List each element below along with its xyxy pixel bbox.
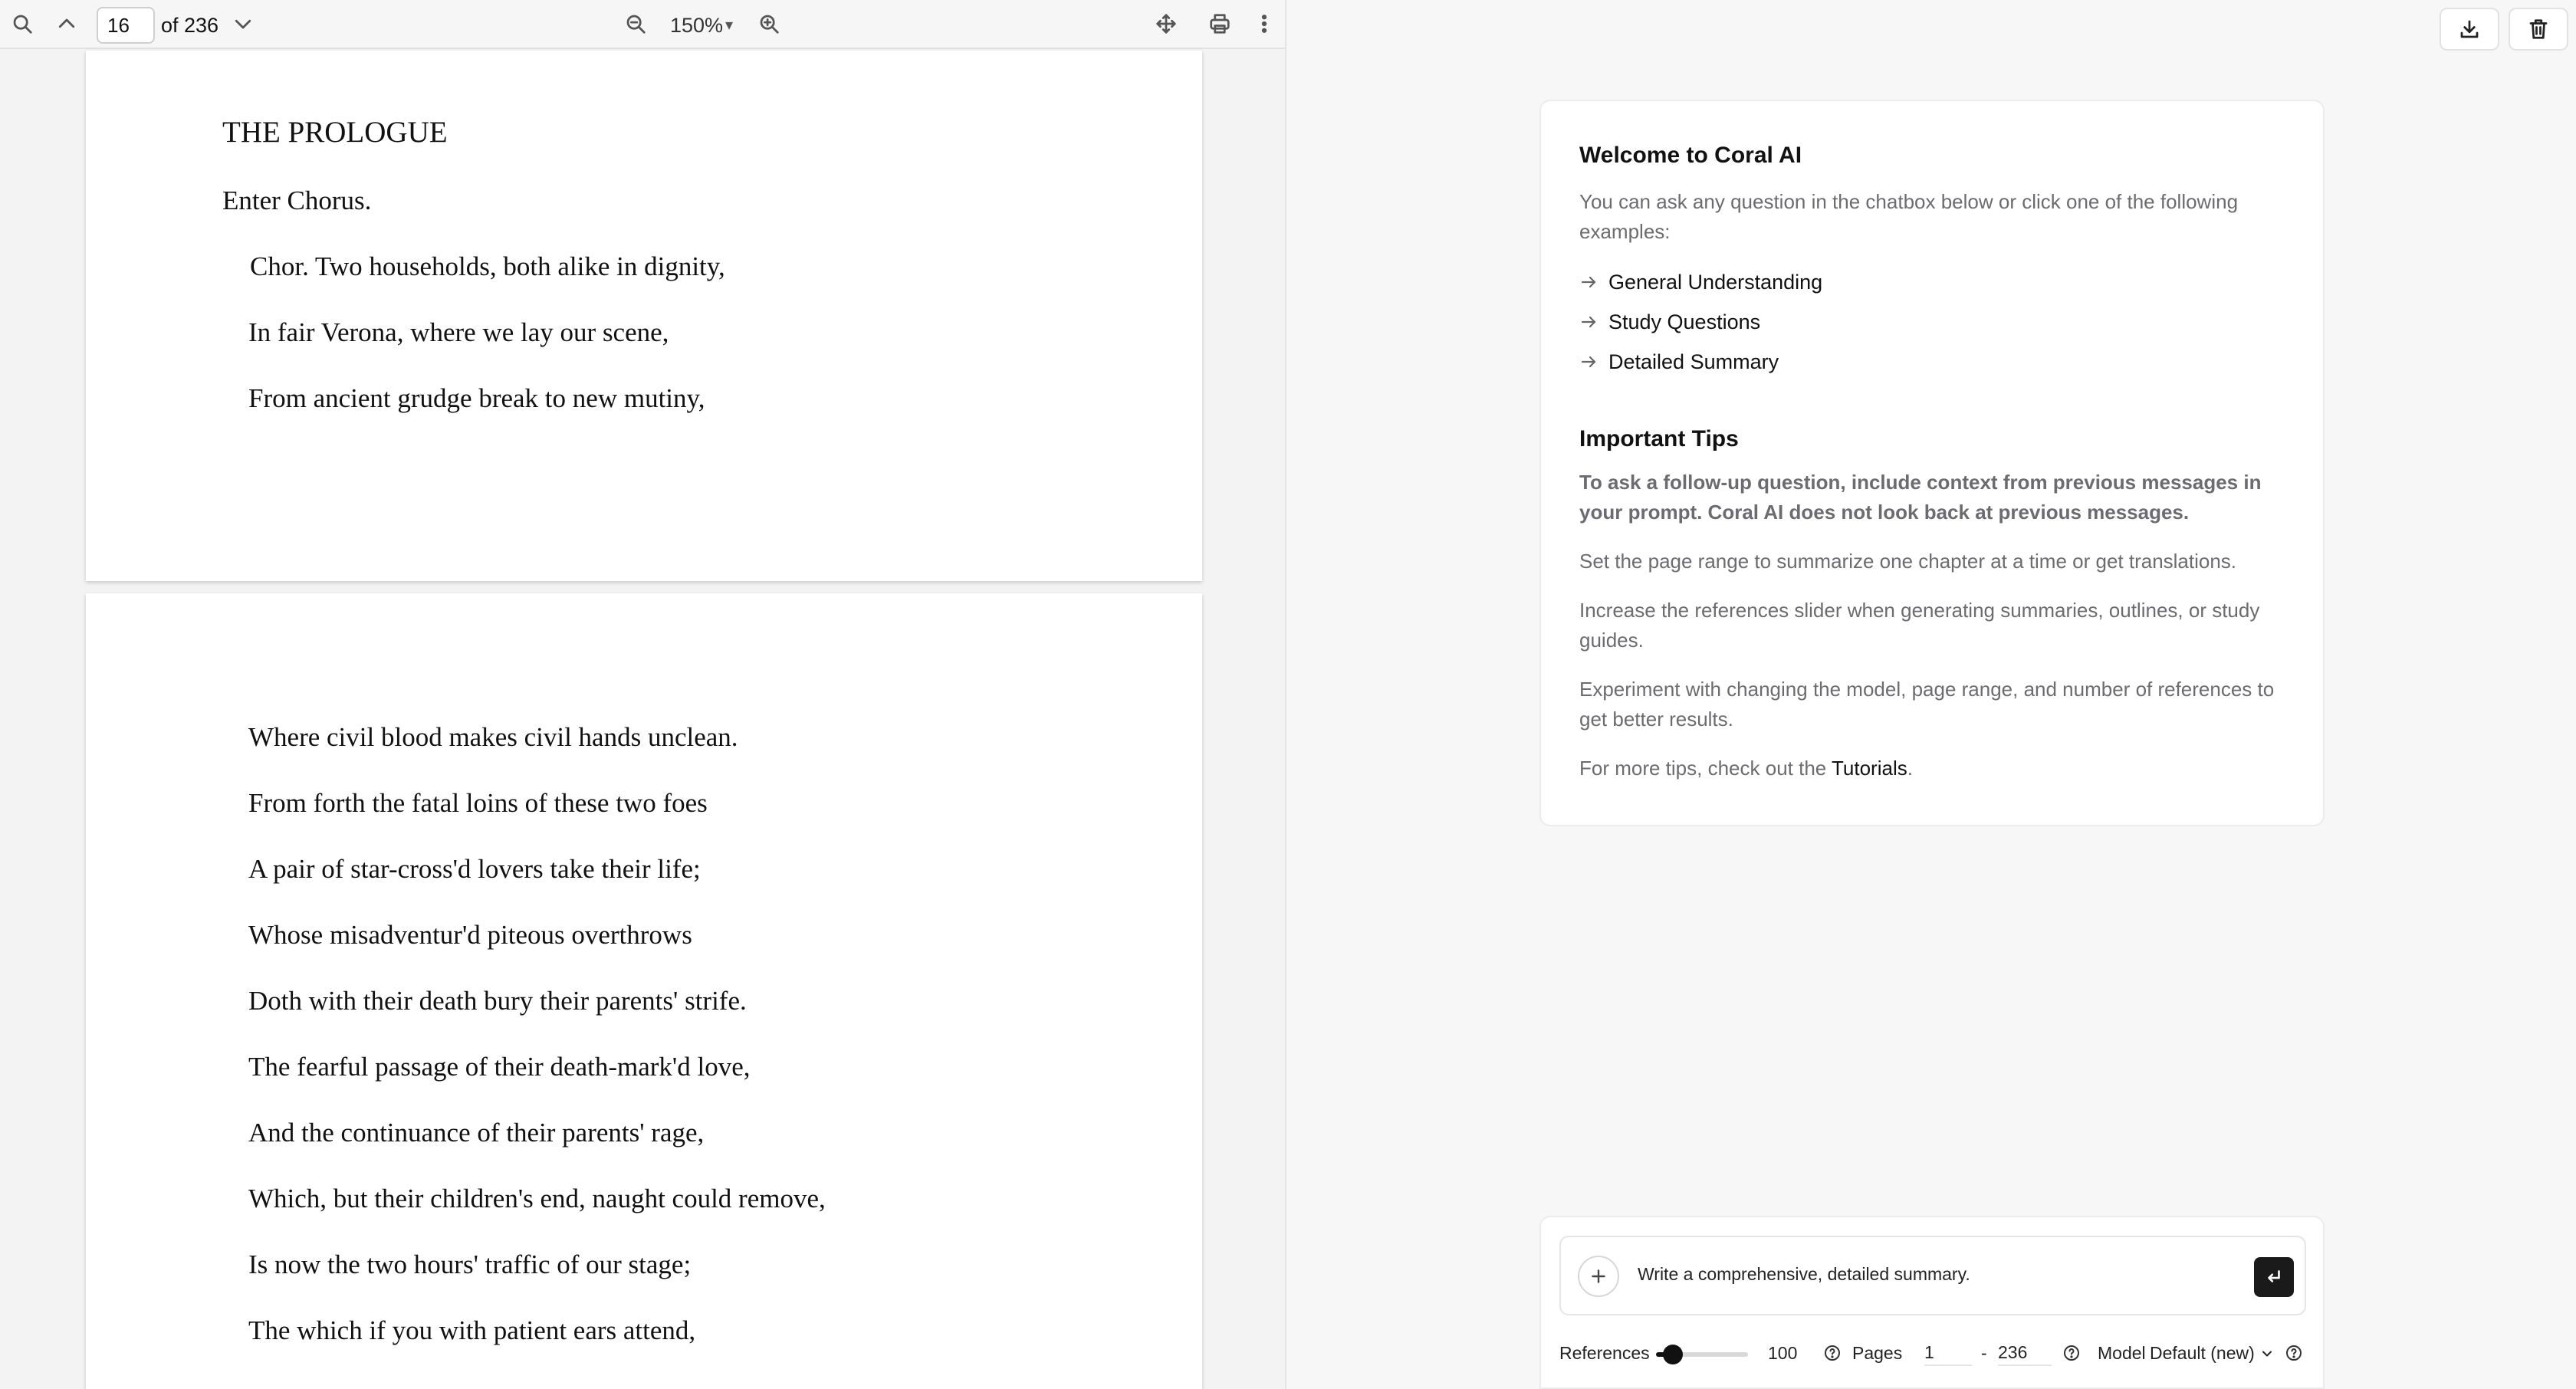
- download-button[interactable]: [2440, 8, 2499, 51]
- welcome-card: [1539, 100, 2325, 826]
- page-start-input[interactable]: [1924, 1340, 1972, 1366]
- pdf-text-line: Where civil blood makes civil hands unclean.: [248, 722, 738, 752]
- pdf-viewer: [0, 0, 1286, 1389]
- pdf-text-line: The fearful passage of their death-mark'd love,: [248, 1052, 751, 1082]
- model-select[interactable]: [2150, 1343, 2275, 1364]
- more-tips: [1579, 754, 2285, 783]
- trash-icon: [2527, 18, 2550, 41]
- welcome-intro: You can ask any question in the chatbox below or click one of the following examples:: [1579, 190, 2239, 243]
- example-detailed-summary[interactable]: [1579, 342, 2285, 382]
- example-list: [1579, 262, 2285, 382]
- pdf-toolbar: [0, 0, 1286, 49]
- search-icon: [11, 12, 34, 35]
- example-study-questions[interactable]: [1579, 302, 2285, 342]
- tip-item: Experiment with changing the model, page range, and number of references to get better results.: [1579, 678, 2275, 731]
- chevron-down-icon: [232, 12, 255, 35]
- plus-icon: [1589, 1266, 1608, 1286]
- model-value: Default (new): [2150, 1343, 2255, 1363]
- download-icon: [2458, 18, 2481, 41]
- tip-item: Increase the references slider when generating summaries, outlines, or study guides.: [1579, 599, 2260, 652]
- page-range-dash: -: [1981, 1343, 1987, 1363]
- zoom-level-select[interactable]: 150%: [670, 14, 724, 37]
- references-help-icon[interactable]: [1823, 1344, 1842, 1362]
- page-number-input[interactable]: [97, 7, 155, 44]
- pdf-text-line: Which, but their children's end, naught could remove,: [248, 1184, 826, 1213]
- move-icon: [1155, 12, 1178, 35]
- pdf-text-line: The which if you with patient ears attend,: [248, 1315, 696, 1345]
- model-label: Model: [2098, 1343, 2146, 1363]
- tip-bold: To ask a follow-up question, include context from previous messages in your prompt. Coral AI does not look back at previous messages.: [1579, 471, 2262, 524]
- pdf-text-line: Doth with their death bury their parents' strife.: [248, 986, 747, 1016]
- zoom-out-button[interactable]: [618, 6, 653, 41]
- arrow-right-icon: [1579, 353, 1601, 371]
- zoom-in-icon: [757, 12, 780, 35]
- model-help-icon[interactable]: [2285, 1344, 2303, 1362]
- welcome-title: Welcome to Coral AI: [1579, 143, 1802, 168]
- pan-tool-button[interactable]: [1148, 6, 1184, 41]
- page-heading: THE PROLOGUE: [222, 116, 448, 149]
- chat-controls: [1559, 1337, 2311, 1371]
- search-button[interactable]: [5, 6, 40, 41]
- zoom-dropdown-icon[interactable]: ▾: [725, 17, 734, 34]
- pdf-text-line: Chor. Two households, both alike in dignity,: [250, 251, 725, 281]
- next-page-button[interactable]: [225, 6, 261, 41]
- print-button[interactable]: [1202, 6, 1237, 41]
- more-options-button[interactable]: [1247, 6, 1282, 41]
- pdf-page: [86, 593, 1202, 1389]
- pdf-text-line: From forth the fatal loins of these two foes: [248, 788, 708, 818]
- example-label: General Understanding: [1608, 270, 1823, 294]
- printer-icon: [1208, 12, 1231, 35]
- pdf-page: [86, 51, 1202, 581]
- previous-page-button[interactable]: [49, 6, 84, 41]
- pdf-text-line: And the continuance of their parents' rage,: [248, 1118, 705, 1148]
- pages-label: Pages: [1852, 1343, 1903, 1363]
- zoom-out-icon: [624, 12, 647, 35]
- slider-handle[interactable]: [1663, 1345, 1683, 1364]
- references-label: References: [1559, 1343, 1650, 1363]
- send-button[interactable]: [2254, 1257, 2294, 1297]
- chat-input-card: [1539, 1216, 2325, 1389]
- pdf-text-line: Whose misadventur'd piteous overthrows: [248, 920, 692, 950]
- more-tips-suffix: .: [1907, 757, 1913, 780]
- chevron-down-icon: [2259, 1346, 2275, 1361]
- more-tips-prefix: For more tips, check out the: [1579, 757, 1832, 780]
- page-count-label: of 236: [161, 14, 219, 37]
- tutorials-link[interactable]: Tutorials: [1832, 757, 1907, 780]
- chat-input-box[interactable]: [1559, 1236, 2306, 1315]
- example-label: Study Questions: [1608, 310, 1761, 333]
- chat-panel: [1288, 0, 2576, 1389]
- page-end-input[interactable]: [1998, 1340, 2052, 1366]
- more-vertical-icon: [1253, 12, 1276, 35]
- enter-icon: [2264, 1267, 2284, 1287]
- pdf-text-line: Enter Chorus.: [222, 186, 372, 215]
- example-label: Detailed Summary: [1608, 350, 1779, 373]
- arrow-right-icon: [1579, 313, 1601, 331]
- zoom-in-button[interactable]: [751, 6, 787, 41]
- add-attachment-button[interactable]: [1578, 1256, 1619, 1297]
- pdf-text-line: A pair of star-cross'd lovers take their life;: [248, 854, 701, 884]
- chevron-up-icon: [55, 12, 78, 35]
- references-value: 100: [1768, 1343, 1798, 1363]
- tip-item: Set the page range to summarize one chapter at a time or get translations.: [1579, 550, 2237, 573]
- pdf-text-line: From ancient grudge break to new mutiny,: [248, 383, 705, 413]
- example-general-understanding[interactable]: [1579, 262, 2285, 302]
- pdf-text-line: Is now the two hours' traffic of our stage;: [248, 1249, 692, 1279]
- pdf-text-line: In fair Verona, where we lay our scene,: [248, 317, 669, 347]
- pages-help-icon[interactable]: [2062, 1344, 2081, 1362]
- chat-input[interactable]: Write a comprehensive, detailed summary.: [1638, 1264, 1970, 1284]
- tips-title: Important Tips: [1579, 426, 1739, 452]
- references-slider[interactable]: [1656, 1352, 1748, 1357]
- delete-button[interactable]: [2509, 8, 2568, 51]
- arrow-right-icon: [1579, 273, 1601, 291]
